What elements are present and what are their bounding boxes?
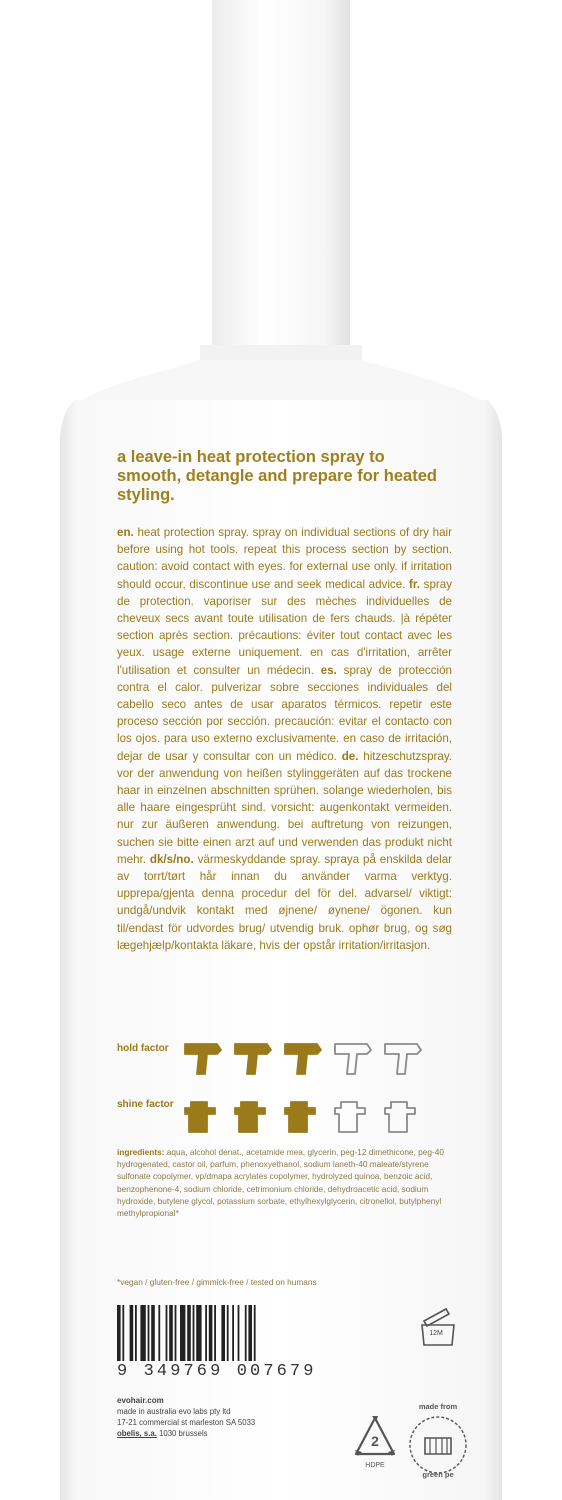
directions-text [117,524,452,954]
hold-factor-icon-4 [331,1036,375,1080]
company-info [117,1395,347,1439]
company-line-3: obelis, s.a. 1030 brussels [117,1429,208,1438]
made-from-label: made from [418,1402,458,1411]
directions-dk-s-no: dk/s/no. värmeskyddande spray. spraya på enskilda delar av torrt/tørt hår innan du använder varma verktyg. upprepa/gjenta denna procedur del för del. advarsel/ viktigt: undgå/undvik kontakt med øjnene/ øynene/ ögonen. kun til/endast för udvordes brug/ utvendig bruk. ophør brug, og søg lægehjælp/kontakta läkare, hvis der opstår irritation/irritasjon. [117,852,453,952]
hold-factor-icon-2 [231,1036,275,1080]
recycle-icon [350,1410,400,1470]
shine-factor-label: shine factor [117,1099,174,1110]
pao-label: 12M [429,1330,443,1337]
hold-factor-icon-3 [281,1036,325,1080]
company-line-1: made in australia evo labs pty ltd [117,1407,231,1416]
directions-es: es. spray de protección contra el calor. pulverizar sobre secciones individuales del cabello seco antes de usar aparatos térmicos. repetir este proceso sección por sección. precaución: evitar el contacto con los ojos. para uso externo exclusivamente. en caso de irritación, dejar de usar y consultar con un médico. [117,663,452,763]
green-pe-label: green pe [422,1470,454,1479]
shine-factor-icon-5 [381,1092,425,1136]
hold-factor-row [117,1036,457,1086]
shine-factor-row [117,1092,457,1142]
shine-factor-icon-4 [331,1092,375,1136]
svg-text:2: 2 [371,1433,379,1449]
recycle-label: HDPE [365,1462,385,1469]
shine-factor-icon-2 [231,1092,275,1136]
shine-factor-icon-1 [181,1092,225,1136]
company-line-2: 17-21 commercial st marleston SA 5033 [117,1418,256,1427]
directions-fr: fr. spray de protection. vaporiser sur des mèches individuelles de cheveux secs avant toute utilisation de fers chauds. |à répéter section après section. précautions: éviter tout contact avec les yeux. usage externe uniquement. en cas d'irritation, arrêter l'utilisation et consulter un médecin. [117,577,453,677]
disclaimer-text: *vegan / gluten-free / gimmick-free / tested on humans [117,1277,317,1287]
shine-factor-icon-3 [281,1092,325,1136]
spray-cap [212,0,350,345]
directions-de: de. hitzeschutzspray. vor der anwendung von heißen stylinggeräten auf das trockene haar in einzelnen abschnitten sprühen. solange wiederholen, bis alle haare eingesprüht sind. vorsicht: augenkontakt vermeiden. nur zur äußeren anwendung. bei auftretung von reizungen, suchen sie bitte einen arzt auf und verwenden das produkt nicht mehr. [117,749,452,866]
hold-factor-label: hold factor [117,1043,169,1054]
open-jar-icon [416,1305,460,1349]
directions-en: en. heat protection spray. spray on individual sections of dry hair before using hot tools. repeat this process section by section. caution: avoid contact with eyes. for external use only. if irritation should occur, discontinue use and seek medical advice. [117,526,452,591]
product-headline: a leave-in heat protection spray to smooth, detangle and prepare for heated styling. [117,448,437,504]
website: evohair.com [117,1396,164,1405]
hold-factor-icon-5 [381,1036,425,1080]
barcode [117,1305,317,1361]
barcode-number: 9 349769 007679 [117,1362,317,1381]
ingredients-list: ingredients: aqua, alcohol denat., acetamide mea, glycerin, peg-12 dimethicone, peg-40 hydrogenated, castor oil, parfum, phenoxyethanol, sodium laneth-40 maleate/styrene sulfonate copolymer, vp/dmapa acrylates copolymer, hydrolyzed quinoa, benzoic acid, benzophenone-4, sodium chloride, cetrimonium chloride, dehydroacetic acid, sodium hydroxide, butylene glycol, potassium sorbate, ethylhexylglycerin, citronellol, butylphenyl methylpropional* [117,1147,444,1219]
hold-factor-icon-1 [181,1036,225,1080]
